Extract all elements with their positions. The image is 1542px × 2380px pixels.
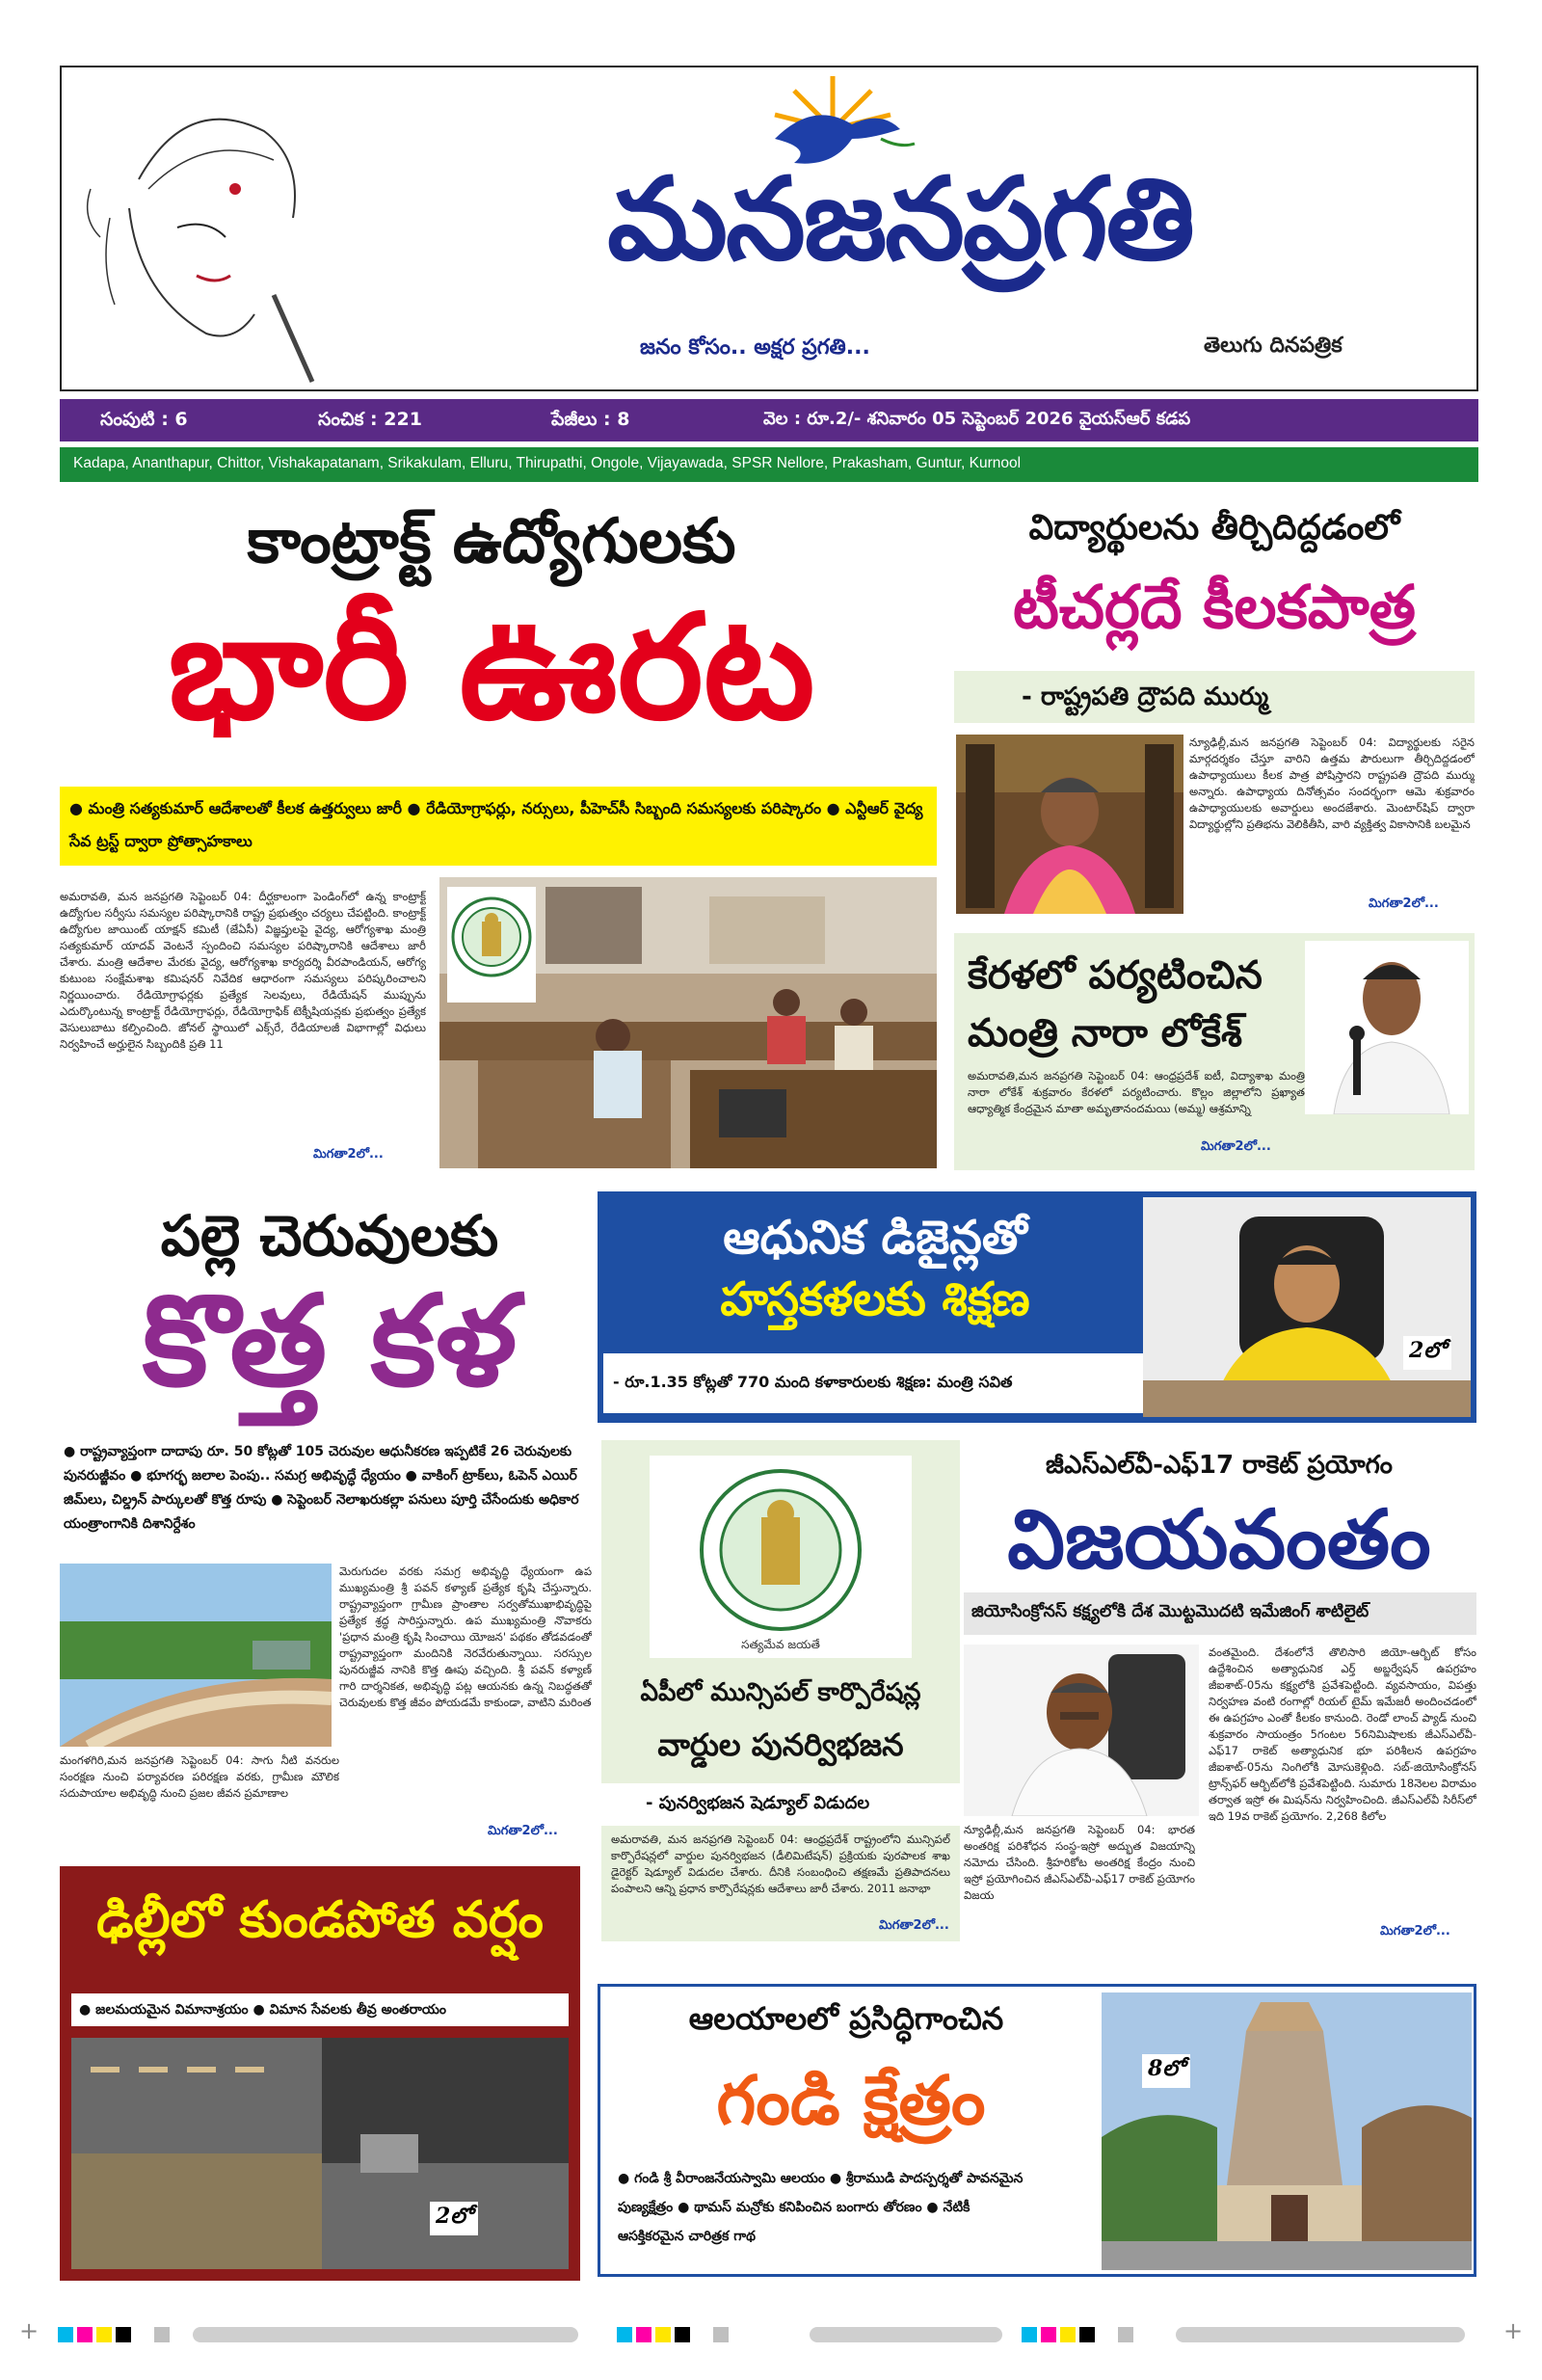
ap-emblem-overlay [447, 887, 536, 1003]
crafts-line2: హస్తకళలకు శిక్షణ [720, 1272, 1030, 1326]
masthead-title: మనజనప్రగతి [607, 152, 1193, 285]
rocket-body-right-text: వంతమైంది. దేశంలోనే తొలిసారి జియో-ఆర్బిట్ కోసం ఉద్దేశించిన అత్యాధునిక ఎర్త్ అబ్జర్వేషన్ ఉపగ్రహం జీఐశాట్-05ను కక్ష్యలోకి ప్రవేశపెట్టింది. వ్యవసాయం, విపత్తు నిర్వహణ వంటి రంగాల్లో రియల్ టైమ్ ఇమేజరీ అందించడంలో ఈ ఉపగ్రహం ఎంతో కీలకం కానుంది. రెండో లాంచ్ ప్యాడ్ నుంచి శుక్రవారం సాయంత్రం 5గంటల 56నిమిషాలకు జీఎస్ఎల్‌వీ-ఎఫ్17 రాకెట్ అత్యాధునిక భూ పరిశీలన ఉపగ్రహం జీఐశాట్-05ను నింగిలోకి మోసుకెళ్లింది. సబ్-జియోసింక్రోనస్ ట్రాన్స్‌ఫర్ ఆర్బిట్‌లోకి ప్రవేశపెట్టింది. సుమారు 18నెలల విరామం తర్వాత ఇస్రో ఈ మిషన్‌ను నిర్వహించింది. జీఎస్ఎల్‌వీ సిరీస్‌లో ఇది 19వ రాకెట్ ప్రయోగం. 2,268 కిలోల [1209, 1645, 1476, 1823]
temple-kicker: ఆలయాలలో ప్రసిద్ధిగాంచిన [688, 2000, 1004, 2037]
contract-body-text: అమరావతి, మన జనప్రగతి సెప్టెంబర్ 04: దీర్ఘకాలంగా పెండింగ్‌లో ఉన్న కాంట్రాక్ట్ ఉద్యోగుల సర్వీసు సమస్యల పరిష్కారానికి రాష్ట్ర ప్రభుత్వం చర్యలు చేపట్టింది. కాంట్రాక్ట్ ఉద్యోగుల జాయింట్ యాక్షన్ కమిటీ (జేఏసీ) విజ్ఞప్తులపై వైద్య, ఆరోగ్యశాఖ మంత్రి సత్యకుమార్ యాదవ్ వెంటనే స్పందించి సమస్యల పరిష్కారానికి ఆదేశాలు జారీ చేశారు. మంత్రి ఆదేశాల మేరకు వైద్య, ఆరోగ్యశాఖ కార్యదర్శి వీరపాండియన్, ఆరోగ్య కుటుంబ సంక్షేమశాఖ కమిషనర్ నివేదిక ఆధారంగా సమస్యలు పరిష్కరించాలని నిర్ణయించారు. రేడియోగ్రాఫర్లకు ప్రత్యేక సెలవులు, రేడియేషన్ ముప్పును ఎదుర్కొంటున్న కాంట్రాక్ట్ రేడియోగ్రాఫర్లు, రేడియోగ్రాఫిక్ టెక్నీషియన్లకు ప్రభుత్వం ప్రత్యేక వెసులుబాటు కల్పించింది. జోనల్ స్థాయిలో ఎక్స్‌రే, రేడియాలజీ విభాగాల్లో విధులు నిర్వహించే అర్హులైన సిబ్బందికి ప్రతి 11 [60, 890, 426, 1051]
rocket-body-right [1209, 1645, 1476, 1934]
registration-swatch [96, 2327, 112, 2342]
registration-swatch [675, 2327, 690, 2342]
registration-swatch [694, 2327, 709, 2342]
registration-swatch [116, 2327, 131, 2342]
contract-more-link[interactable]: మిగతా2లో... [313, 1147, 384, 1162]
teachers-byline: - రాష్ట్రపతి ద్రౌపది ముర్ము [1022, 682, 1269, 711]
registration-swatch [617, 2327, 632, 2342]
registration-swatch [1022, 2327, 1037, 2342]
contract-headline: భారీ ఊరట [168, 584, 815, 752]
rain-bullets: ● జలమయమైన విమానాశ్రయం ● విమాన సేవలకు తీవ్ర అంతరాయం [79, 2002, 447, 2018]
crafts-page-ref[interactable]: 2లో [1403, 1336, 1451, 1370]
registration-gray-band [193, 2327, 578, 2342]
contract-body [60, 889, 426, 1168]
issue-info-bar [60, 399, 1478, 441]
wards-body-text: అమరావతి, మన జనప్రగతి సెప్టెంబర్ 04: ఆంధ్రప్రదేశ్ రాష్ట్రంలోని మున్సిపల్ కార్పొరేషన్లలో వార్డుల పునర్విభజన (డీలిమిటేషన్) ప్రక్రియకు పురపాలక శాఖ డైరెక్టర్ షెడ్యూల్ విడుదల చేశారు. దీనికి సంబంధించి తక్షణమే ప్రతిపాదనలు పంపాలని ఆన్ని ప్రధాన కార్పొరేషన్లకు ఆదేశాలు జారీ చేశారు. 2011 జనాభా [611, 1832, 950, 1895]
wards-headline2: వార్డుల పునర్విభజన [657, 1726, 904, 1763]
teachers-kicker: విద్యార్థులను తీర్చిదిద్దడంలో [1028, 508, 1400, 548]
temple-headline: గండి క్షేత్రం [716, 2061, 986, 2140]
crop-mark-icon: + [19, 2317, 40, 2344]
registration-swatch [1079, 2327, 1095, 2342]
gandi-temple-photo [1102, 1992, 1472, 2270]
ap-emblem-large [650, 1456, 912, 1658]
registration-gray-band [810, 2327, 1002, 2342]
pages-label: పేజీలు : 8 [551, 409, 630, 430]
ponds-kicker: పల్లె చెరువులకు [160, 1203, 499, 1269]
crafts-sub: - రూ.1.35 కోట్లతో 770 మంది కళాకారులకు శిక్షణ: మంత్రి సవిత [613, 1373, 1013, 1391]
editions-list: Kadapa, Ananthapur, Chittor, Vishakapatanam, Srikakulam, Elluru, Thirupathi, Ongole, Vijayawada, SPSR Nellore, Prakasham, Guntur, Kurnool [73, 455, 1022, 471]
registration-swatch [1041, 2327, 1056, 2342]
flooded-airport-photo [71, 2038, 569, 2269]
registration-swatch [1118, 2327, 1133, 2342]
wards-more-link[interactable]: మిగతా2లో... [879, 1918, 949, 1933]
masthead-subtitle: తెలుగు దినపత్రిక [1204, 334, 1343, 358]
registration-gray-band [1176, 2327, 1465, 2342]
ponds-headline: కొత్త కళ [142, 1268, 518, 1414]
contract-bullets: ● మంత్రి సత్యకుమార్ ఆదేశాలతో కీలక ఉత్తర్వులు జారీ ● రేడియోగ్రాఫర్లు, నర్సులు, పీహెచ్‌సీ సిబ్బంది సమస్యలకు పరిష్కారం ● ఎన్టీఆర్ వైద్య సేవ ట్రస్ట్ ద్వారా ప్రోత్సాహకాలు [69, 799, 923, 850]
editions-bar [60, 447, 1478, 482]
pond-walkway-photo [60, 1564, 332, 1747]
rocket-body-left-text: న్యూఢిల్లీ,మన జనప్రగతి సెప్టెంబర్ 04: భారత అంతరిక్ష పరిశోధన సంస్థ-ఇస్రో అద్భుత విజయాన్ని నమోదు చేసింది. శ్రీహరికోట అంతరిక్ష కేంద్రం నుంచి ఇస్రో ప్రయోగించిన జీఎస్ఎల్‌వీ-ఎఫ్17 రాకెట్ ప్రయోగం విజయ [964, 1823, 1195, 1902]
issue-label: సంచిక : 221 [318, 409, 422, 430]
rocket-sub: జియోసింక్రోనస్ కక్ష్యలోకి దేశ మొట్టమొదటి ఇమేజింగ్ శాటిలైట్ [971, 1602, 1369, 1621]
registration-swatch [636, 2327, 651, 2342]
ponds-body-left [60, 1752, 339, 1845]
rocket-kicker: జీఎస్ఎల్‌వీ-ఎఫ్17 రాకెట్ ప్రయోగం [1046, 1451, 1393, 1480]
temple-page-ref[interactable]: 8లో [1142, 2054, 1190, 2088]
teachers-body [1189, 735, 1475, 914]
rocket-sub-box [964, 1592, 1476, 1635]
registration-swatch [655, 2327, 671, 2342]
teachers-more-link[interactable]: మిగతా2లో... [1369, 896, 1439, 911]
lokesh-more-link[interactable]: మిగతా2లో... [1201, 1139, 1271, 1154]
volume-label: సంపుటి : 6 [100, 409, 188, 430]
ponds-bullets [64, 1440, 584, 1537]
rain-headline: ఢిల్లీలో కుండపోత వర్షం [96, 1891, 544, 1949]
contract-kicker: కాంట్రాక్ట్ ఉద్యోగులకు [247, 506, 736, 577]
ponds-body-right [339, 1564, 592, 1826]
registration-swatch [713, 2327, 729, 2342]
ponds-body-left-text: మంగళగిరి,మన జనప్రగతి సెప్టెంబర్ 04: సాగు నీటి వనరుల సంరక్షణ నుంచి పర్యావరణ పరిరక్షణ వరకు, గ్రామీణ మౌలిక సదుపాయాల అభివృద్ధి నుంచి ప్రజల జీవన ప్రమాణాల [60, 1753, 339, 1800]
isro-official-photo [964, 1645, 1199, 1816]
ponds-body-right-text: మెరుగుదల వరకు సమగ్ర అభివృద్ధి ధ్యేయంగా ఉప ముఖ్యమంత్రి శ్రీ పవన్ కళ్యాణ్ ప్రత్యేక కృషి చేస్తున్నారు. రాష్ట్రవ్యాప్తంగా గ్రామీణ ప్రాంతాల సర్వతోముఖాభివృద్ధిపై ప్రత్యేక శ్రద్ధ సారిస్తున్నారు. ఉప ముఖ్యమంత్రి నొవాకరు 'ప్రధాన మంత్రి కృషి సించాయి యోజన' పథకం తోడవడంతో రాష్ట్రవ్యాప్తంగా మందినికి నెరవేరుతున్నాయి. సరస్సుల పునరుజ్జీవ నానికి కొత్త ఊపు వచ్చింది. శ్రీ పవన్ కళ్యాణ్ గారి దార్శనికత, అభివృద్ధి పట్ల ఆయనకు ఉన్న నిబద్ధతతో చెరువులకు కొత్త జీవం పోయడమే కాకుండా, వాటిని మరింత [339, 1564, 592, 1709]
rocket-body-left [964, 1822, 1195, 1941]
ponds-more-link[interactable]: మిగతా2లో... [488, 1824, 558, 1838]
teachers-headline: టీచర్లదే కీలకపాత్ర [1013, 572, 1416, 642]
rain-box [60, 1866, 580, 2281]
president-murmu-photo [956, 735, 1183, 914]
registration-swatch [58, 2327, 73, 2342]
rocket-more-link[interactable]: మిగతా2లో... [1380, 1924, 1450, 1939]
registration-swatch [1060, 2327, 1076, 2342]
masthead-tagline: జనం కోసం.. అక్షర ప్రగతి... [640, 335, 870, 360]
masthead [60, 66, 1478, 391]
crafts-sub-box [603, 1353, 1143, 1413]
rocket-headline: విజయవంతం [1007, 1492, 1431, 1587]
minister-savitha-photo [1143, 1197, 1471, 1417]
rain-bullets-box [71, 1993, 569, 2026]
wards-headline1: ఏపీలో మున్సిపల్ కార్పొరేషన్ల [640, 1678, 921, 1707]
teachers-byline-box [954, 671, 1475, 723]
wards-box [601, 1440, 960, 1941]
registration-swatch [1099, 2327, 1114, 2342]
lokesh-box [954, 933, 1475, 1170]
crafts-box [598, 1191, 1476, 1423]
temple-box [598, 1984, 1476, 2277]
crop-mark-icon: + [1503, 2317, 1524, 2344]
price-date-label: వెల : రూ.2/- శనివారం 05 సెప్టెంబర్ 2026 వైయస్ఆర్ కడప [763, 409, 1191, 429]
contract-bullets-box [60, 787, 937, 866]
rain-page-ref[interactable]: 2లో [430, 2202, 478, 2235]
teachers-body-text: న్యూఢిల్లీ,మన జనప్రగతి సెప్టెంబర్ 04: విద్యార్థులకు సరైన మార్గదర్శకం చేస్తూ వారిని ఉత్తమ పౌరులుగా తీర్చిదిద్దడంలో ఉపాధ్యాయులు కీలక పాత్ర పోషిస్తారని రాష్ట్రపతి ద్రౌపది ముర్ము అన్నారు. ఉపాధ్యాయ దినోత్సవం సందర్భంగా ఆమె శుక్రవారం ఉపాధ్యాయులకు అవార్డులు అందజేశారు. మెంటార్‌షిప్ ద్వారా విద్యార్థుల్లోని ప్రతిభను వెలికితీసి, వారి వ్యక్తిత్వ వికాసానికి బలమైన [1189, 735, 1475, 831]
krishna-sketch-illustration [71, 73, 322, 386]
minister-lokesh-photo [1305, 941, 1469, 1114]
temple-bullets [618, 2164, 1032, 2251]
crafts-line1: ఆధునిక డిజైన్లతో [723, 1211, 1027, 1265]
ponds-bullets-text: ● రాష్ట్రవ్యాప్తంగా దాదాపు రూ. 50 కోట్లతో 105 చెరువుల ఆధునీకరణ ఇప్పటికే 26 చెరువులకు పునరుజ్జీవం ● భూగర్భ జలాల పెంపు.. సమగ్ర అభివృద్ధే ధ్యేయం ● వాకింగ్ ట్రాక్‌లు, ఓపెన్ ఎయిర్ జిమ్‌లు, చిల్డ్రన్ పార్కులతో కొత్త రూపు ● సెప్టెంబర్ నెలాఖరుకల్లా పనులు పూర్తి చేసేందుకు అధికార యంత్రాంగానికి దిశానిర్దేశం [64, 1444, 579, 1532]
lokesh-body-text: అమరావతి,మన జనప్రగతి సెప్టెంబర్ 04: ఆంధ్రప్రదేశ్ ఐటీ, విద్యాశాఖ మంత్రి నారా లోకేశ్ శుక్రవారం కేరళలో పర్యటించారు. కొల్లం జిల్లాలోని ప్రఖ్యాత ఆధ్యాత్మిక కేంద్రమైన మాతా అమృతానందమయి (అమ్మ) ఆశ్రమాన్ని [968, 1069, 1305, 1115]
temple-bullets-text: ● గండి శ్రీ వీరాంజనేయస్వామి ఆలయం ● శ్రీరాముడి పాదస్పర్శతో పావనమైన పుణ్యక్షేత్రం ● థామస్ మన్రోకు కనిపించిన బంగారు తోరణం ● నేటికీ ఆసక్తికరమైన చారిత్రక గాథ [618, 2171, 1024, 2244]
wards-byline-box [601, 1783, 960, 1826]
svg-text:సత్యమేవ జయతే: సత్యమేవ జయతే [741, 1638, 820, 1651]
registration-swatch [154, 2327, 170, 2342]
wards-byline: - పునర్విభజన షెడ్యూల్ విడుదల [646, 1793, 870, 1813]
print-color-bar [0, 2313, 1542, 2352]
registration-swatch [77, 2327, 93, 2342]
registration-swatch [135, 2327, 150, 2342]
lokesh-headline: కేరళలో పర్యటించిన మంత్రి నారా లోకేశ్ [968, 953, 1263, 1056]
